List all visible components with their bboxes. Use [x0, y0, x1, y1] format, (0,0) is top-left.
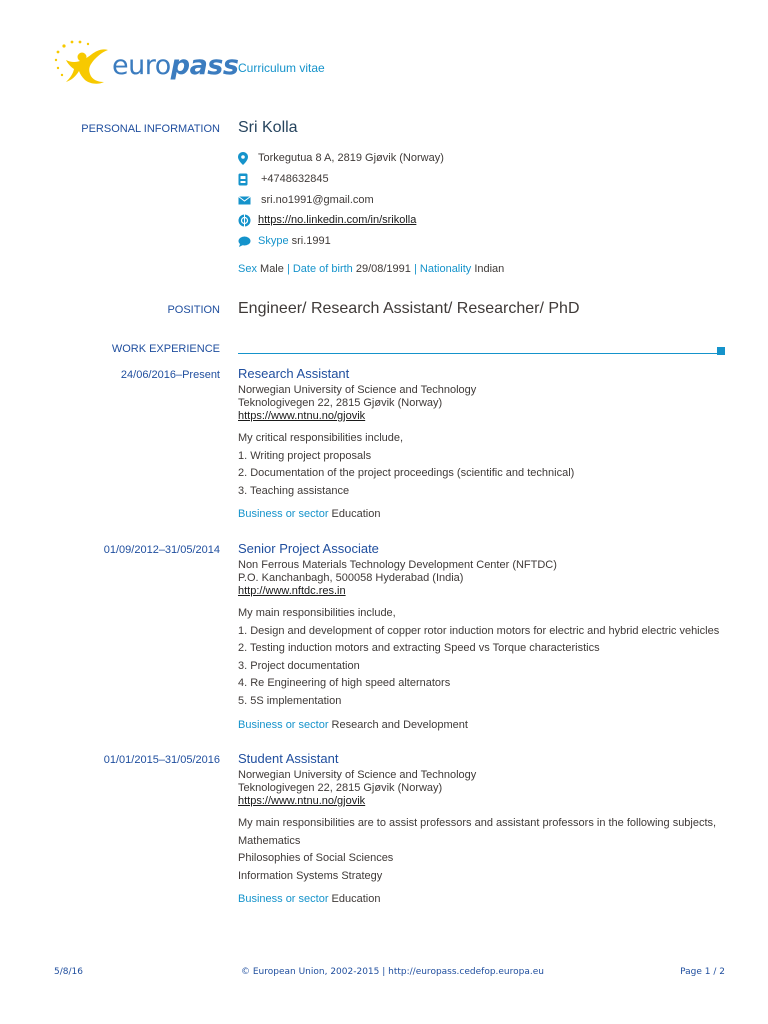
job-entry — [238, 541, 728, 731]
job-description — [238, 815, 728, 885]
email-icon — [238, 196, 251, 205]
document-type: Curriculum vitae — [238, 61, 325, 75]
description-line: My main responsibilities include, — [238, 607, 396, 619]
job-dates: 01/09/2012–31/05/2014 — [103, 544, 220, 556]
description-line: Mathematics — [238, 834, 301, 847]
employer-address: Teknologivegen 22, 2815 Gjøvik (Norway) — [238, 782, 443, 794]
footer-copyright: © European Union, 2002-2015 | http://europass.cedefop.europa.eu — [241, 967, 544, 977]
description-line: My main responsibilities are to assist professors and assistant professors in the following subjects, — [238, 817, 717, 829]
description-line: Philosophies of Social Sciences — [238, 852, 394, 865]
sex-value: Male — [260, 263, 284, 275]
job-title: Research Assistant — [238, 366, 350, 381]
description-line: 2. Testing induction motors and extracting Speed vs Torque characteristics — [238, 642, 600, 655]
description-line: 1. Writing project proposals — [238, 449, 372, 462]
logo-pass-text: pass — [170, 50, 239, 81]
position-label: POSITION — [167, 304, 220, 316]
job-entry — [238, 366, 728, 520]
business-sector — [238, 508, 728, 520]
employer-address: Teknologivegen 22, 2815 Gjøvik (Norway) — [238, 397, 443, 409]
business-sector — [238, 893, 728, 905]
employer-name: Norwegian University of Science and Technology — [238, 769, 477, 781]
description-line: 1. Design and development of copper rotor induction motors for electric and hybrid electric vehicles — [238, 624, 720, 637]
job-dates: 01/01/2015–31/05/2016 — [103, 754, 220, 766]
email-text[interactable]: sri.no1991@gmail.com — [261, 194, 374, 206]
personal-details — [238, 263, 504, 275]
dob-label: Date of birth — [292, 263, 353, 275]
phone-text[interactable]: +4748632845 — [261, 173, 329, 185]
employer-address: P.O. Kanchanbagh, 500058 Hyderabad (India) — [238, 572, 464, 584]
job-description — [238, 605, 728, 711]
job-description — [238, 430, 728, 500]
linkedin-link[interactable]: https://no.linkedin.com/in/srikolla — [258, 214, 417, 226]
separator: | — [413, 263, 417, 275]
job-entry — [238, 751, 728, 905]
position-text: Engineer/ Research Assistant/ Researcher/ PhD — [238, 300, 580, 317]
employer-link[interactable]: https://www.ntnu.no/gjovik — [238, 795, 366, 807]
description-line: 3. Teaching assistance — [238, 484, 350, 497]
phone-icon — [238, 173, 248, 186]
sector-label: Business or sector — [238, 718, 329, 731]
sector-label: Business or sector — [238, 508, 329, 521]
personal-information-label: PERSONAL INFORMATION — [81, 123, 220, 135]
phone-row — [238, 171, 329, 187]
europass-figure-icon — [52, 38, 112, 94]
chat-icon — [238, 236, 251, 247]
section-rule-marker — [717, 347, 725, 355]
job-title: Student Assistant — [238, 751, 339, 766]
description-line: 2. Documentation of the project proceedings (scientific and technical) — [238, 467, 575, 480]
description-line: 5. 5S implementation — [238, 694, 342, 707]
skype-text: sri.1991 — [291, 235, 331, 247]
description-line: Information Systems Strategy — [238, 869, 383, 882]
skype-label: Skype — [258, 235, 289, 247]
description-line: My critical responsibilities include, — [238, 432, 404, 444]
europass-wordmark — [112, 50, 238, 81]
business-sector — [238, 719, 728, 731]
page-number: Page 1 / 2 — [680, 967, 725, 977]
job-title: Senior Project Associate — [238, 541, 379, 556]
description-line: 3. Project documentation — [238, 659, 360, 672]
skype-row — [238, 233, 331, 249]
website-row — [238, 212, 416, 228]
sector-label: Business or sector — [238, 893, 329, 906]
employer-name: Non Ferrous Materials Technology Development Center (NFTDC) — [238, 559, 557, 571]
address-text: Torkegutua 8 A, 2819 Gjøvik (Norway) — [258, 152, 444, 164]
employer-name: Norwegian University of Science and Technology — [238, 384, 477, 396]
footer-date: 5/8/16 — [54, 967, 83, 977]
sector-value: Education — [331, 508, 381, 521]
nationality-value: Indian — [474, 263, 505, 275]
dob-value: 29/08/1991 — [355, 263, 411, 275]
separator: | — [286, 263, 290, 275]
sex-label: Sex — [238, 263, 257, 275]
person-name: Sri Kolla — [238, 119, 298, 136]
website-icon — [238, 214, 251, 227]
logo-euro-text: euro — [112, 50, 171, 81]
europass-logo — [52, 38, 239, 94]
description-line: 4. Re Engineering of high speed alternators — [238, 677, 451, 690]
section-rule — [238, 353, 718, 354]
employer-link[interactable]: http://www.nftdc.res.in — [238, 585, 346, 597]
sector-value: Research and Development — [331, 718, 468, 731]
employer-link[interactable]: https://www.ntnu.no/gjovik — [238, 410, 366, 422]
sector-value: Education — [331, 893, 381, 906]
nationality-label: Nationality — [419, 263, 472, 275]
job-dates: 24/06/2016–Present — [120, 369, 220, 381]
work-experience-label: WORK EXPERIENCE — [111, 343, 220, 355]
location-icon — [238, 152, 248, 165]
address-row — [238, 150, 444, 166]
email-row — [238, 192, 374, 208]
